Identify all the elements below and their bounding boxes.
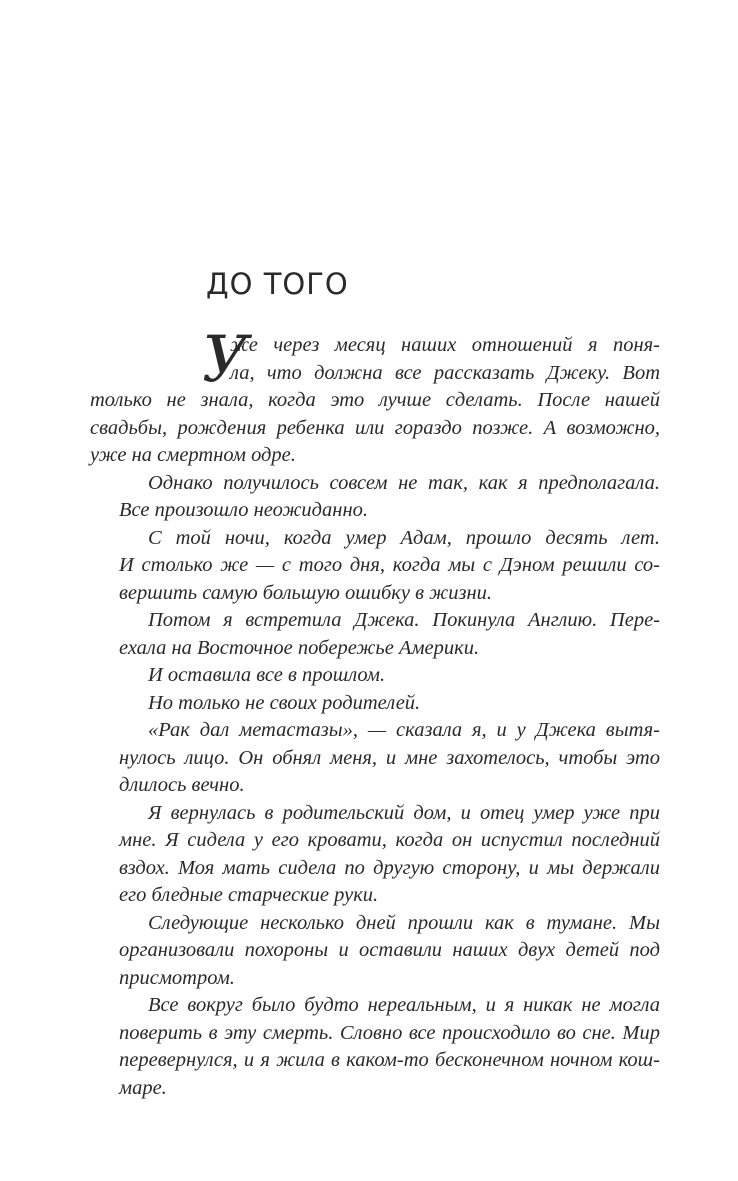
text-line: перевернулся, и я жила в каком-то бесконечном ночном кош-	[119, 1049, 660, 1071]
paragraph-2	[90, 470, 660, 525]
text-line: длилось вечно.	[119, 774, 245, 796]
text-line: свадьбы, рождения ребенка или гораздо позже. А возможно,	[90, 416, 660, 439]
paragraph-10	[90, 992, 660, 1102]
text-line: Однако получилось совсем не так, как я предполагала.	[148, 471, 660, 494]
text-line: вздох. Моя мать сидела по другую сторону, и мы держали	[119, 856, 660, 879]
chapter-title: ДО ТОГО	[206, 267, 349, 301]
text-line: Следующие несколько дней прошли как в тумане. Мы	[148, 911, 660, 934]
text-line: уже на смертном одре.	[90, 444, 296, 466]
drop-cap-letter: У	[202, 323, 249, 397]
text-line: мне. Я сидела у его кровати, когда он испустил последний	[119, 829, 660, 851]
paragraph-5	[90, 662, 660, 690]
paragraph-1	[90, 323, 660, 470]
paragraph-4	[90, 607, 660, 662]
text-line: ехала на Восточное побережье Америки.	[119, 636, 480, 659]
paragraph-3	[90, 525, 660, 608]
text-line: вершить самую большую ошибку в жизни.	[119, 581, 492, 604]
text-line: С той ночи, когда умер Адам, прошло десять лет.	[148, 526, 660, 549]
text-line: нулось лицо. Он обнял меня, и мне захотелось, чтобы это	[119, 746, 660, 769]
text-line: «Рак дал метастазы», — сказала я, и у Джека вытя-	[148, 719, 660, 741]
text-line: Все произошло неожиданно.	[119, 499, 368, 521]
paragraph-8	[90, 800, 660, 910]
text-line: присмотром.	[119, 966, 235, 989]
text-line: Все вокруг было будто нереальным, и я никак не могла	[148, 994, 660, 1016]
text-line: же через месяц наших отношений я поня-	[230, 334, 660, 356]
text-line: ла, что должна все рассказать Джеку. Вот	[230, 361, 660, 384]
text-line: И столько же — с того дня, когда мы с Дэном решили со-	[119, 554, 660, 576]
paragraph-9	[90, 910, 660, 993]
paragraph-7	[90, 717, 660, 800]
chapter-body	[90, 323, 660, 1102]
text-line: И оставила все в прошлом.	[148, 664, 386, 686]
text-line: маре.	[119, 1076, 167, 1099]
text-line: его бледные старческие руки.	[119, 884, 379, 906]
text-line: Но только не своих родителей.	[148, 691, 421, 714]
text-line: Потом я встретила Джека. Покинула Англию. Пере-	[148, 609, 660, 631]
text-line: только не знала, когда это лучше сделать. После нашей	[90, 389, 660, 411]
paragraph-6	[90, 690, 660, 718]
text-line: Я вернулась в родительский дом, и отец умер уже при	[148, 801, 660, 824]
text-line: поверить в эту смерть. Словно все происходило во сне. Мир	[119, 1021, 660, 1044]
text-line: организовали похороны и оставили наших двух детей под	[119, 939, 660, 961]
